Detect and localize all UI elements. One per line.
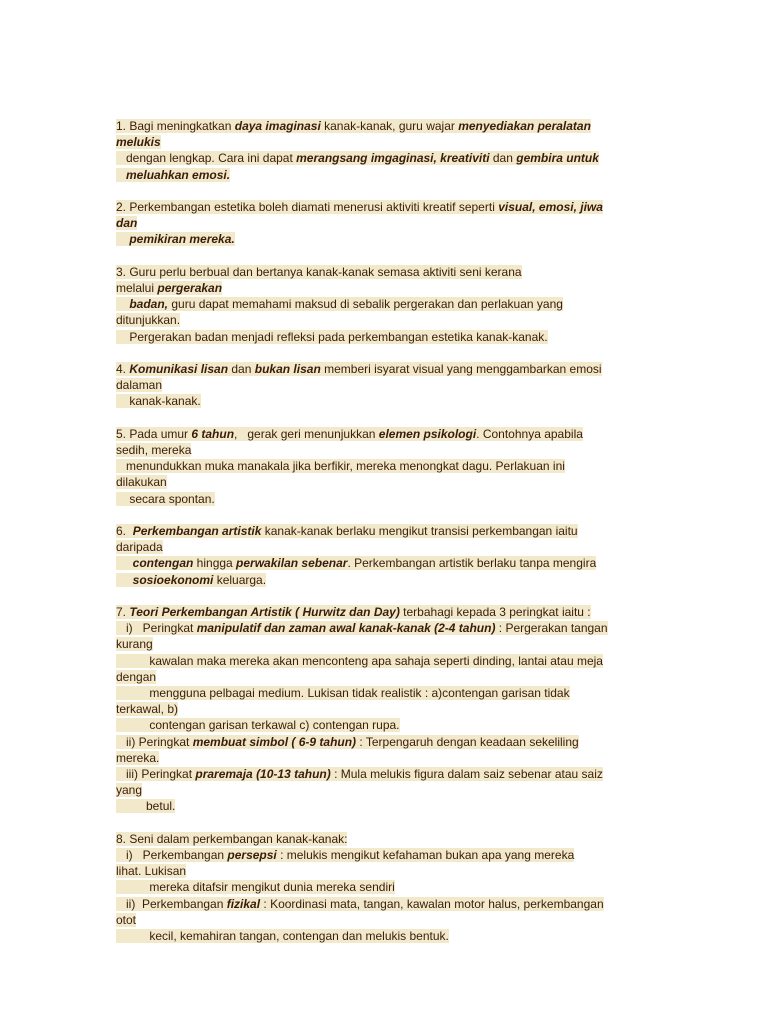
text-line [116,377,656,393]
text-segment: mereka ditafsir mengikut dunia mereka sendiri [116,880,395,895]
highlighted-text [116,654,603,668]
highlighted-text [116,605,591,619]
text-segment: , gerak geri menunjukkan [234,426,379,441]
highlighted-text [116,459,565,473]
emphasized-term: menyediakan peralatan [458,119,591,133]
text-line [116,264,656,280]
text-segment: 7. [116,605,130,619]
text-segment: dalaman [116,378,163,393]
text-segment: lihat. Lukisan [116,864,187,879]
emphasized-term: manipulatif dan zaman awal kanak-kanak (2-4 tahun) [196,621,496,636]
text-segment: i) Perkembangan [116,848,228,863]
text-segment: hingga [193,556,237,571]
text-segment: kecil, kemahiran tangan, contengan dan melukis bentuk. [116,929,449,944]
text-segment: dan [489,151,517,166]
text-segment: : melukis mengikut kefahaman bukan apa yang mereka [276,848,575,863]
highlighted-text [116,556,596,570]
emphasized-term: melukis [116,135,161,150]
text-line [116,118,656,134]
text-segment: ditunjukkan. [116,313,181,328]
emphasized-term: gembira untuk [516,151,599,166]
document-body [116,118,656,960]
text-segment: dengan [116,669,157,684]
text-segment [116,556,133,570]
text-segment: terbahagi kepada 3 peringkat iaitu : [399,605,591,619]
highlighted-text [116,637,153,651]
text-segment: mereka. [116,750,160,765]
text-line [116,928,656,944]
text-line [116,442,656,458]
text-segment: keluarga. [213,572,267,587]
highlighted-text [116,119,591,133]
highlighted-text [116,427,583,441]
text-segment: : Pergerakan tangan [495,621,608,636]
numbered-point-1 [116,118,656,183]
text-segment: otot [116,912,137,927]
text-line [116,329,656,345]
text-line [116,150,656,166]
text-line [116,491,656,507]
text-segment: 3. Guru perlu berbual dan bertanya kanak-kanak semasa aktiviti seni kerana [116,264,522,279]
highlighted-text [116,313,180,327]
highlighted-text [116,832,347,846]
emphasized-term: sosioekonomi [132,572,214,587]
highlighted-text [116,216,137,230]
text-segment: betul. [116,799,176,814]
text-line [116,312,656,328]
text-segment: 5. Pada umur [116,426,192,441]
text-segment: memberi isyarat visual yang menggambarkan emosi [320,362,602,376]
highlighted-text [116,848,574,862]
text-line [116,831,656,847]
emphasized-term: contengan [132,556,194,571]
highlighted-text [116,573,266,587]
text-line [116,539,656,555]
text-line [116,734,656,750]
numbered-point-7 [116,604,656,815]
emphasized-term: visual, emosi, jiwa [498,200,603,214]
text-segment: : Koordinasi mata, tangan, kawalan motor halus, perkembangan [260,896,604,911]
highlighted-text [116,394,201,408]
highlighted-text [116,232,235,246]
text-segment: secara spontan. [116,491,215,506]
text-segment: terkawal, b) [116,702,179,717]
highlighted-text [116,799,175,813]
text-segment: i) Peringkat [116,621,197,636]
emphasized-term: daya imaginasi [234,119,321,133]
numbered-point-6 [116,523,656,588]
emphasized-term: 6 tahun [191,426,235,441]
highlighted-text [116,686,570,700]
text-line [116,750,656,766]
emphasized-term: meluahkan emosi. [126,167,231,182]
highlighted-text [116,929,449,943]
highlighted-text [116,540,163,554]
text-segment: kanak-kanak berlaku mengikut transisi perkembangan iaitu [261,524,578,538]
text-segment: kawalan maka mereka akan menconteng apa sahaja seperti dinding, lantai atau meja [116,653,603,668]
highlighted-text [116,702,178,716]
emphasized-term: perwakilan sebenar [236,556,348,571]
highlighted-text [116,362,602,376]
highlighted-text [116,265,522,279]
emphasized-term: elemen psikologi [378,426,477,441]
emphasized-term: persepsi [227,848,277,863]
text-segment: daripada [116,540,163,555]
text-segment: menundukkan muka manakala jika berfikir, mereka menongkat dagu. Perlakuan ini [116,459,565,474]
highlighted-text [116,151,599,165]
highlighted-text [116,378,162,392]
text-segment [116,168,126,182]
text-segment [116,573,133,587]
text-line [116,847,656,863]
text-line [116,912,656,928]
emphasized-term: badan, [129,297,169,312]
text-segment: kanak-kanak, guru wajar [320,119,459,133]
highlighted-text [116,751,159,765]
text-line [116,199,656,215]
highlighted-text [116,913,136,927]
text-segment: . Perkembangan artistik berlaku tanpa mengira [347,556,597,571]
text-line [116,766,656,782]
text-line [116,798,656,814]
text-line [116,879,656,895]
text-line [116,572,656,588]
emphasized-term: fizikal [226,896,261,911]
numbered-point-5 [116,426,656,507]
text-line [116,685,656,701]
text-segment: 2. Perkembangan estetika boleh diamati menerusi aktiviti kreatif seperti [116,200,499,214]
emphasized-term: Perkembangan artistik [132,524,262,538]
highlighted-text [116,880,395,894]
text-line [116,669,656,685]
text-segment: dengan lengkap. Cara ini dapat [116,151,297,166]
text-segment: kurang [116,637,153,652]
text-line [116,896,656,912]
text-line [116,701,656,717]
text-line [116,782,656,798]
highlighted-text [116,524,578,538]
highlighted-text [116,718,400,732]
highlighted-text [116,330,548,344]
emphasized-term: praremaja (10-13 tahun) [195,767,331,782]
emphasized-term: pemikiran mereka. [129,232,235,247]
text-segment: dilakukan [116,475,167,490]
text-segment: dan [228,362,255,376]
highlighted-text [116,297,563,311]
text-line [116,280,656,296]
text-segment: yang [116,783,143,798]
emphasized-term: dan [116,216,138,231]
highlighted-text [116,897,604,911]
highlighted-text [116,864,186,878]
text-line [116,296,656,312]
highlighted-text [116,475,167,489]
text-line [116,474,656,490]
text-segment [116,297,129,311]
text-line [116,134,656,150]
text-segment: : Mula melukis figura dalam saiz sebenar atau saiz [330,767,603,782]
highlighted-text [116,135,161,149]
text-segment: contengan garisan terkawal c) contengan rupa. [116,718,400,733]
text-segment: kanak-kanak. [116,394,201,409]
text-line [116,717,656,733]
highlighted-text [116,492,215,506]
text-segment: mengguna pelbagai medium. Lukisan tidak realistik : a)contengan garisan tidak [116,686,570,701]
text-segment: : Terpengaruh dengan keadaan sekeliling [356,734,579,749]
numbered-point-8 [116,831,656,944]
numbered-point-2 [116,199,656,248]
text-segment: ii) Perkembangan [116,896,227,911]
emphasized-term: bukan lisan [254,362,321,376]
highlighted-text [116,443,191,457]
text-line [116,555,656,571]
text-line [116,653,656,669]
highlighted-text [116,767,603,781]
numbered-point-3 [116,264,656,345]
text-segment: 6. [116,524,133,538]
text-line [116,458,656,474]
text-line [116,426,656,442]
text-line [116,636,656,652]
text-line [116,167,656,183]
numbered-point-4 [116,361,656,410]
text-segment: 8. Seni dalam perkembangan kanak-kanak: [116,831,348,846]
emphasized-term: Komunikasi lisan [129,362,229,376]
text-segment: sedih, mereka [116,443,192,457]
text-segment: iii) Peringkat [116,767,196,782]
text-line [116,604,656,620]
text-line [116,215,656,231]
highlighted-text [116,783,142,797]
text-segment: 1. Bagi meningkatkan [116,119,235,133]
text-segment: ii) Peringkat [116,734,193,749]
emphasized-term: Teori Perkembangan Artistik ( Hurwitz dan Day) [129,605,400,619]
emphasized-term: merangsang imgaginasi, kreativiti [296,151,490,166]
highlighted-text [116,735,579,749]
text-segment [116,232,129,246]
text-segment: melalui [116,281,158,295]
text-line [116,863,656,879]
text-line [116,523,656,539]
highlighted-text [116,168,230,182]
text-line [116,620,656,636]
text-segment: . Contohnya apabila [476,426,583,441]
text-segment: 4. [116,362,130,376]
highlighted-text [116,670,156,684]
text-line [116,231,656,247]
highlighted-text [116,281,222,295]
text-line [116,361,656,377]
highlighted-text [116,200,603,214]
text-segment: Pergerakan badan menjadi refleksi pada perkembangan estetika kanak-kanak. [116,329,548,344]
text-line [116,393,656,409]
text-segment: guru dapat memahami maksud di sebalik pergerakan dan perlakuan yang [168,297,563,312]
emphasized-term: pergerakan [157,281,223,295]
highlighted-text [116,621,608,635]
emphasized-term: membuat simbol ( 6-9 tahun) [192,734,357,749]
